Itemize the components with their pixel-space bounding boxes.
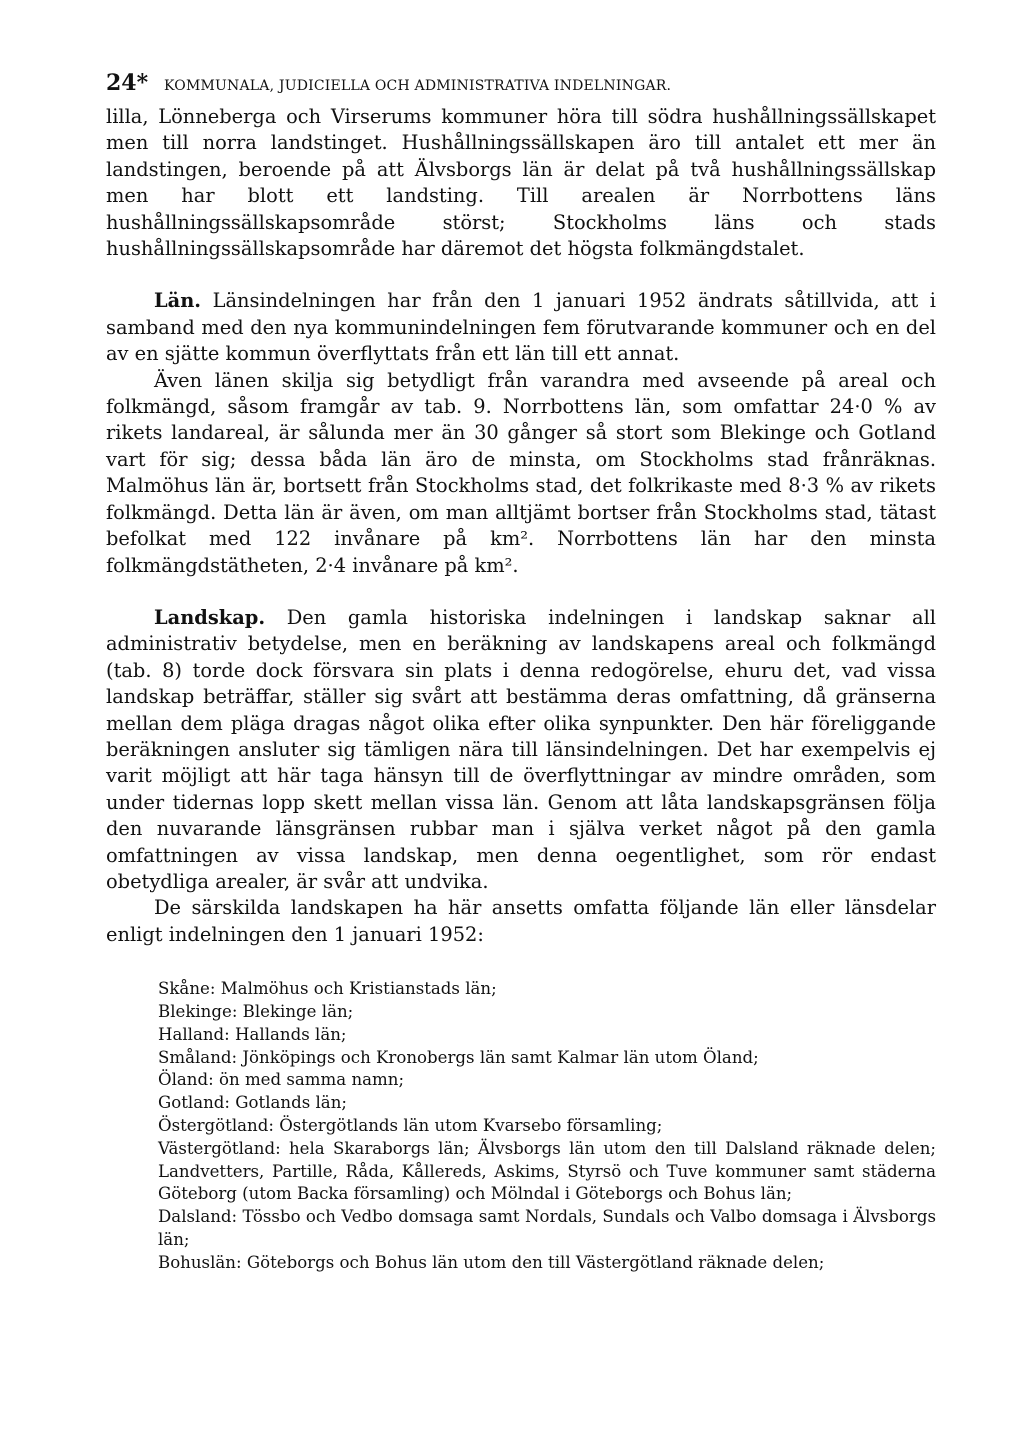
landskap-name: Gotland:: [158, 1093, 231, 1113]
landskap-name: Blekinge:: [158, 1001, 238, 1021]
landskap-definition: Blekinge län;: [237, 1001, 354, 1021]
paragraph-text: Länsindelningen har från den 1 januari 1952 ändrats såtillvida, att i samband med den nya kommunindelningen fem förutvarande kommuner och en del av en sjätte kommun överflyttats från ett län till ett annat.: [106, 289, 936, 366]
list-item: [158, 1024, 936, 1047]
page: [106, 70, 936, 1275]
list-item: [158, 1115, 936, 1138]
running-head: KOMMUNALA, JUDICIELLA OCH ADMINISTRATIVA INDELNINGAR.: [164, 78, 672, 94]
list-item: [158, 1069, 936, 1092]
list-item: [158, 1206, 936, 1252]
landskap-definition: Gotlands län;: [230, 1093, 347, 1113]
section-heading-landskap: Landskap.: [154, 605, 266, 629]
landskap-name: Skåne:: [158, 979, 216, 999]
landskap-definition: Göteborgs och Bohus län utom den till Västergötland räknade delen;: [241, 1252, 825, 1272]
paragraph-lan: [106, 288, 936, 367]
list-item: [158, 1138, 936, 1206]
landskap-definition: Hallands län;: [229, 1024, 347, 1044]
landskap-name: Halland:: [158, 1024, 230, 1044]
list-item: [158, 1047, 936, 1070]
paragraph-continuation: [106, 104, 936, 262]
landskap-name: Östergötland:: [158, 1115, 274, 1135]
list-item: [158, 1252, 936, 1275]
list-item: [158, 1092, 936, 1115]
landskap-name: Småland:: [158, 1047, 238, 1067]
landskap-definition: ön med samma namn;: [213, 1070, 405, 1090]
landskap-name: Västergötland:: [158, 1138, 281, 1158]
page-number: 24*: [106, 70, 149, 96]
landskap-definition: Malmöhus och Kristianstads län;: [215, 979, 497, 999]
landskap-definition: Jönköpings och Kronobergs län samt Kalmar län utom Öland;: [237, 1047, 759, 1067]
paragraph-text: Den gamla historiska indelningen i landskap saknar all administrativ betydelse, men en beräkning av landskapens areal och folkmängd (tab. 8) torde dock försvara sin plats i denna redogörelse, ehuru det, vad vissa landskap beträffar, ställer sig svårt att bestämma deras omfattning, då gränserna mellan dem pläga dragas något olika efter olika synpunkter. Den här föreliggande beräkningen ansluter sig tämligen nära till länsindelningen. Det har exempelvis ej varit möjligt att här taga hänsyn till de överflyttningar av mindre områden, som under tidernas lopp skett mellan vissa län. Genom att låta landskapsgränsen följa den nuvarande länsgränsen rubbar man i själva verket något på den gamla omfattningen av vissa landskap, men denna oegentlighet, som rör endast obetydliga arealer, är svår att undvika.: [106, 605, 936, 893]
paragraph-text: Även länen skilja sig betydligt från varandra med avseende på areal och folkmängd, såsom framgår av tab. 9. Norrbottens län, som omfattar 24·0 % av rikets landareal, är sålunda mer än 30 gånger så stort som Blekinge och Gotland vart för sig; dessa båda län äro de minsta, om Stockholms stad frånräknas. Malmöhus län är, bortsett från Stockholms stad, det folkrikaste med 8·3 % av rikets folkmängd. Detta län är även, om man alltjämt bortser från Stockholms stad, tätast befolkat med 122 invånare på km². Norrbottens län har den minsta folkmängdstätheten, 2·4 invånare på km².: [106, 368, 936, 577]
landskap-definition: Tössbo och Vedbo domsaga samt Nordals, Sundals och Valbo domsaga i Älvsborgs län;: [158, 1207, 936, 1249]
paragraph-text: De särskilda landskapen ha här ansetts omfatta följande län eller länsdelar enligt indelningen den 1 januari 1952:: [106, 896, 936, 946]
landskap-name: Dalsland:: [158, 1207, 238, 1227]
landskap-definition: hela Skaraborgs län; Älvsborgs län utom den till Dalsland räknade delen; Landvetters, Partille, Råda, Kållereds, Askims, Styrsö och Tuve kommuner samt städerna Göteborg (utom Backa församling) och Mölndal i Göteborgs och Bohus län;: [158, 1138, 936, 1204]
list-item: [158, 978, 936, 1001]
paragraph-landskap-intro: [106, 895, 936, 948]
landskap-definition: Östergötlands län utom Kvarsebo församling;: [273, 1115, 663, 1135]
section-heading-lan: Län.: [154, 289, 202, 313]
landskap-list: [106, 978, 936, 1274]
paragraph-landskap: [106, 605, 936, 895]
landskap-name: Öland:: [158, 1070, 214, 1090]
page-header: [106, 70, 936, 104]
paragraph-lan-areal: [106, 368, 936, 579]
list-item: [158, 1001, 936, 1024]
landskap-name: Bohuslän:: [158, 1252, 242, 1272]
paragraph-text: lilla, Lönneberga och Virserums kommuner höra till södra hushållningssällskapet men till norra landstinget. Hushållningssällskapen äro till antalet ett mer än landstingen, beroende på att Älvsborgs län är delat på två hushållningssällskap men har blott ett landsting. Till arealen är Norrbottens läns hushållningssällskapsområde störst; Stockholms läns och stads hushållningssällskapsområde har däremot det högsta folkmängdstalet.: [106, 105, 936, 261]
